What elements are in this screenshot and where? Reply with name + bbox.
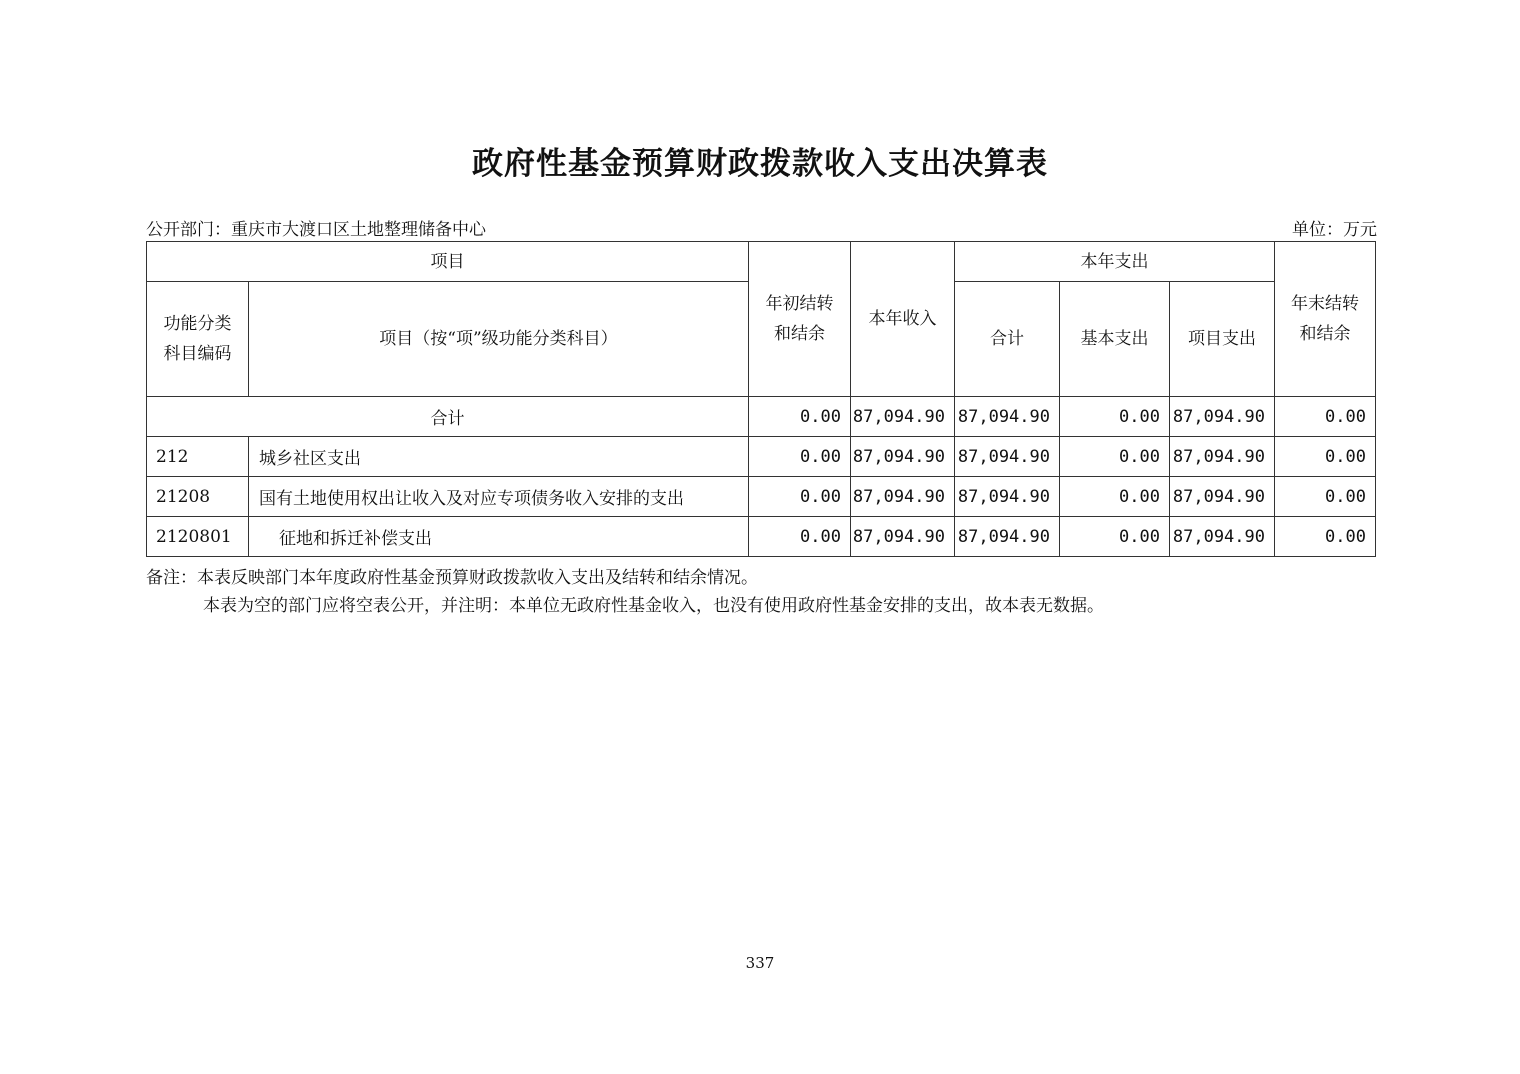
total-income: 87,094.90 [851,397,955,437]
total-beginning: 0.00 [749,397,851,437]
row-code: 212 [147,437,249,477]
row-beginning: 0.00 [749,477,851,517]
table-row [147,437,1376,477]
row-code: 21208 [147,477,249,517]
header-exp-total: 合计 [955,282,1060,397]
header-category-code [147,282,249,397]
header-project: 项目 [147,242,749,282]
header-project-name: 项目（按“项”级功能分类科目） [249,282,749,397]
row-name: 国有土地使用权出让收入及对应专项债务收入安排的支出 [249,477,749,517]
row-exp-basic: 0.00 [1060,437,1170,477]
row-name: 城乡社区支出 [249,437,749,477]
header-exp-basic: 基本支出 [1060,282,1170,397]
total-ending: 0.00 [1275,397,1376,437]
table-row [147,477,1376,517]
row-exp-project: 87,094.90 [1170,477,1275,517]
header-beginning-balance-text: 年初结转和结余 [765,294,834,344]
notes [146,564,1104,620]
row-beginning: 0.00 [749,437,851,477]
page-title: 政府性基金预算财政拨款收入支出决算表 [472,146,1048,182]
total-exp-project: 87,094.90 [1170,397,1275,437]
row-code: 2120801 [147,517,249,557]
row-beginning: 0.00 [749,517,851,557]
row-exp-project: 87,094.90 [1170,437,1275,477]
header-current-expenditure: 本年支出 [955,242,1275,282]
total-exp-total: 87,094.90 [955,397,1060,437]
department-label: 公开部门：重庆市大渡口区土地整理储备中心 [146,220,486,240]
budget-table [146,241,1376,557]
row-exp-total: 87,094.90 [955,517,1060,557]
header-ending-balance [1275,242,1376,397]
header-ending-balance-text: 年末结转和结余 [1291,294,1359,344]
header-row-1 [147,242,1376,282]
row-exp-basic: 0.00 [1060,517,1170,557]
page-number: 337 [745,954,775,972]
table-meta [146,215,1377,239]
note-remark: 备注：本表反映部门本年度政府性基金预算财政拨款收入支出及结转和结余情况。 [146,568,758,588]
row-income: 87,094.90 [851,437,955,477]
row-exp-total: 87,094.90 [955,477,1060,517]
unit-label: 单位：万元 [1292,220,1377,240]
row-ending: 0.00 [1275,437,1376,477]
header-exp-project: 项目支出 [1170,282,1275,397]
total-row [147,397,1376,437]
row-exp-project: 87,094.90 [1170,517,1275,557]
row-income: 87,094.90 [851,477,955,517]
header-category-code-text: 功能分类科目编码 [163,314,232,364]
row-exp-total: 87,094.90 [955,437,1060,477]
total-label: 合计 [147,397,749,437]
total-exp-basic: 0.00 [1060,397,1170,437]
row-ending: 0.00 [1275,517,1376,557]
table-row [147,517,1376,557]
row-exp-basic: 0.00 [1060,477,1170,517]
header-current-income: 本年收入 [851,242,955,397]
row-ending: 0.00 [1275,477,1376,517]
header-beginning-balance [749,242,851,397]
row-income: 87,094.90 [851,517,955,557]
row-name: 征地和拆迁补偿支出 [249,517,749,557]
note-empty-table: 本表为空的部门应将空表公开，并注明：本单位无政府性基金收入，也没有使用政府性基金安排的支出，故本表无数据。 [203,596,1104,616]
